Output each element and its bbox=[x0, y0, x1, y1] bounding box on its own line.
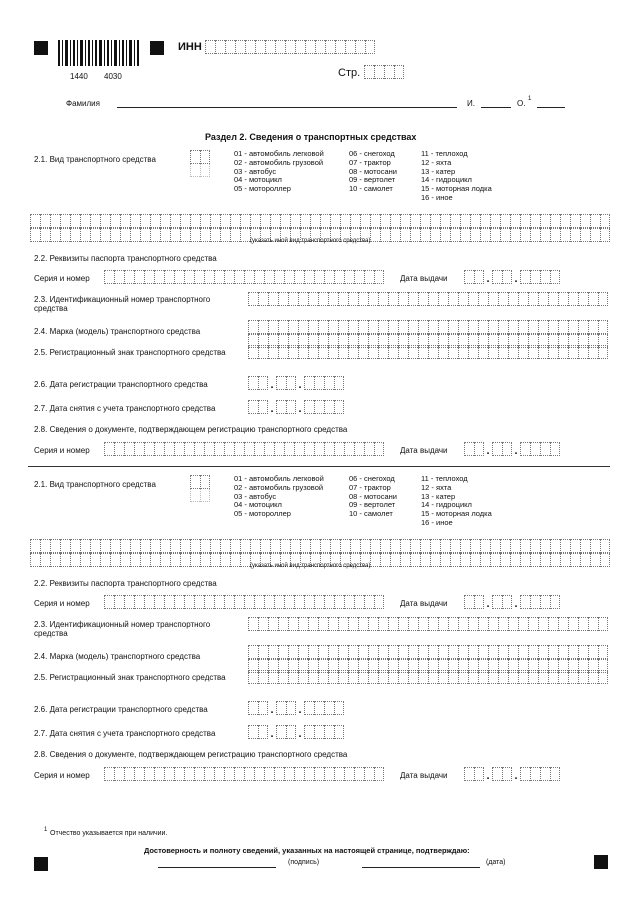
id-number-label: 2.3. Идентификационный номер транспортного средства bbox=[34, 620, 211, 638]
inn-field[interactable] bbox=[205, 40, 375, 54]
reg-sign-label: 2.5. Регистрационный знак транспортного средства bbox=[34, 348, 226, 357]
passport-issue-date-label: Дата выдачи bbox=[400, 599, 448, 608]
vehicle-type-code-field-lower bbox=[190, 163, 210, 177]
vehicle-type-label: 2.1. Вид транспортного средства bbox=[34, 155, 156, 164]
reg-document-series-field[interactable] bbox=[104, 442, 384, 456]
passport-label: 2.2. Реквизиты паспорта транспортного средства bbox=[34, 254, 217, 263]
vehicle-code-item: 11 - теплоход bbox=[421, 474, 468, 483]
brand-label: 2.4. Марка (модель) транспортного средства bbox=[34, 652, 201, 661]
corner-marker-bottom-right bbox=[594, 855, 608, 869]
reg-document-issue-date-label: Дата выдачи bbox=[400, 446, 448, 455]
vehicle-code-item: 04 - мотоцикл bbox=[234, 500, 282, 510]
footnote-mark: 1 bbox=[528, 96, 532, 102]
reg-document-series-label: Серия и номер bbox=[34, 771, 90, 780]
reg-sign-field[interactable] bbox=[248, 670, 608, 684]
vehicle-codes-column bbox=[349, 150, 397, 194]
vehicle-code-item: 05 - мотороллер bbox=[234, 509, 291, 519]
vehicle-code-item: 08 - мотосани bbox=[349, 166, 397, 176]
vehicle-code-item: 11 - теплоход bbox=[421, 149, 468, 158]
block-separator bbox=[28, 466, 610, 467]
vehicle-codes-column bbox=[421, 150, 492, 203]
vehicle-type-code-field[interactable] bbox=[190, 475, 210, 489]
vehicle-type-code-field-lower bbox=[190, 488, 210, 502]
reg-document-series-label: Серия и номер bbox=[34, 446, 90, 455]
vehicle-code-item: 02 - автомобиль грузовой bbox=[234, 482, 324, 492]
vehicle-code-item: 13 - катер bbox=[421, 166, 456, 176]
other-type-note: (указать иной вид транспортного средства) bbox=[250, 563, 371, 569]
dereg-date-field[interactable]: . . bbox=[248, 400, 344, 414]
vehicle-code-item: 05 - мотороллер bbox=[234, 184, 291, 194]
vehicle-code-item: 07 - трактор bbox=[349, 482, 391, 492]
date-label: (дата) bbox=[486, 859, 506, 866]
date-field[interactable] bbox=[362, 867, 480, 868]
vehicle-code-item: 01 - автомобиль легковой bbox=[234, 474, 324, 483]
footnote-text: Отчество указывается при наличии. bbox=[50, 830, 168, 837]
section-title: Раздел 2. Сведения о транспортных средствах bbox=[205, 132, 417, 142]
passport-issue-date-label: Дата выдачи bbox=[400, 274, 448, 283]
reg-sign-label: 2.5. Регистрационный знак транспортного средства bbox=[34, 673, 226, 682]
reg-sign-field[interactable] bbox=[248, 345, 608, 359]
vehicle-code-item: 12 - яхта bbox=[421, 482, 452, 492]
reg-date-field[interactable]: . . bbox=[248, 701, 344, 715]
signature-field[interactable] bbox=[158, 867, 276, 868]
vehicle-code-item: 09 - вертолет bbox=[349, 500, 396, 510]
vehicle-code-item: 04 - мотоцикл bbox=[234, 175, 282, 185]
vehicle-code-item: 15 - моторная лодка bbox=[421, 509, 492, 519]
vehicle-code-item: 15 - моторная лодка bbox=[421, 184, 492, 194]
passport-series-label: Серия и номер bbox=[34, 274, 90, 283]
vehicle-code-item: 09 - вертолет bbox=[349, 175, 396, 185]
barcode-number-1: 1440 bbox=[70, 72, 88, 81]
reg-date-label: 2.6. Дата регистрации транспортного средства bbox=[34, 705, 208, 714]
corner-marker-top-right bbox=[150, 41, 164, 55]
reg-document-issue-date-field[interactable]: . . bbox=[464, 767, 560, 781]
surname-field[interactable] bbox=[117, 107, 457, 108]
vehicle-code-item: 02 - автомобиль грузовой bbox=[234, 157, 324, 167]
footnote-number: 1 bbox=[44, 827, 48, 833]
id-number-field[interactable] bbox=[248, 617, 608, 631]
vehicle-code-item: 03 - автобус bbox=[234, 491, 277, 501]
vehicle-code-item: 08 - мотосани bbox=[349, 491, 397, 501]
dereg-date-field[interactable]: . . bbox=[248, 725, 344, 739]
reg-document-label: 2.8. Сведения о документе, подтверждающем регистрацию транспортного средства bbox=[34, 750, 348, 759]
vehicle-code-item: 03 - автобус bbox=[234, 166, 277, 176]
barcode bbox=[58, 40, 142, 70]
vehicle-code-item: 10 - самолет bbox=[349, 509, 393, 519]
id-number-field[interactable] bbox=[248, 292, 608, 306]
id-number-label: 2.3. Идентификационный номер транспортного средства bbox=[34, 295, 211, 313]
corner-marker-top-left bbox=[34, 41, 48, 55]
barcode-icon bbox=[58, 40, 142, 70]
vehicle-code-item: 10 - самолет bbox=[349, 184, 393, 194]
vehicle-codes-column bbox=[349, 475, 397, 519]
vehicle-code-item: 16 - иное bbox=[421, 517, 453, 527]
vehicle-code-item: 01 - автомобиль легковой bbox=[234, 149, 324, 158]
vehicle-code-item: 06 - снегоход bbox=[349, 474, 395, 483]
inn-label: ИНН bbox=[178, 41, 202, 53]
passport-issue-date-field[interactable]: . . bbox=[464, 595, 560, 609]
vehicle-code-item: 06 - снегоход bbox=[349, 149, 395, 158]
passport-issue-date-field[interactable]: . . bbox=[464, 270, 560, 284]
initial-o-field[interactable] bbox=[537, 107, 565, 108]
reg-document-label: 2.8. Сведения о документе, подтверждающем регистрацию транспортного средства bbox=[34, 425, 348, 434]
signature-label: (подпись) bbox=[288, 859, 320, 866]
reg-document-issue-date-label: Дата выдачи bbox=[400, 771, 448, 780]
other-vehicle-type-field[interactable] bbox=[30, 539, 610, 553]
vehicle-code-item: 14 - гидроцикл bbox=[421, 175, 472, 185]
reg-date-label: 2.6. Дата регистрации транспортного средства bbox=[34, 380, 208, 389]
reg-date-field[interactable]: . . bbox=[248, 376, 344, 390]
other-type-note: (указать иной вид транспортного средства) bbox=[250, 238, 371, 244]
vehicle-code-item: 13 - катер bbox=[421, 491, 456, 501]
brand-field[interactable] bbox=[248, 320, 608, 334]
certify-text: Достоверность и полноту сведений, указанных на настоящей странице, подтверждаю: bbox=[144, 846, 470, 855]
corner-marker-bottom-left bbox=[34, 857, 48, 871]
initial-o-label: О. bbox=[517, 99, 526, 108]
vehicle-code-item: 12 - яхта bbox=[421, 157, 452, 167]
initial-i-label: И. bbox=[467, 99, 475, 108]
passport-label: 2.2. Реквизиты паспорта транспортного средства bbox=[34, 579, 217, 588]
dereg-date-label: 2.7. Дата снятия с учета транспортного средства bbox=[34, 404, 216, 413]
vehicle-code-item: 07 - трактор bbox=[349, 157, 391, 167]
reg-document-issue-date-field[interactable]: . . bbox=[464, 442, 560, 456]
vehicle-codes-column bbox=[234, 150, 324, 194]
reg-document-series-field[interactable] bbox=[104, 767, 384, 781]
vehicle-type-label: 2.1. Вид транспортного средства bbox=[34, 480, 156, 489]
other-vehicle-type-field[interactable] bbox=[30, 214, 610, 228]
passport-series-field[interactable] bbox=[104, 595, 384, 609]
surname-label: Фамилия bbox=[66, 99, 100, 108]
brand-label: 2.4. Марка (модель) транспортного средства bbox=[34, 327, 201, 336]
page-number-field[interactable] bbox=[364, 65, 404, 79]
barcode-number-2: 4030 bbox=[104, 72, 122, 81]
vehicle-codes-column bbox=[234, 475, 324, 519]
initial-i-field[interactable] bbox=[481, 107, 511, 108]
vehicle-code-item: 16 - иное bbox=[421, 192, 453, 202]
vehicle-type-code-field[interactable] bbox=[190, 150, 210, 164]
passport-series-label: Серия и номер bbox=[34, 599, 90, 608]
passport-series-field[interactable] bbox=[104, 270, 384, 284]
vehicle-code-item: 14 - гидроцикл bbox=[421, 500, 472, 510]
brand-field[interactable] bbox=[248, 645, 608, 659]
dereg-date-label: 2.7. Дата снятия с учета транспортного средства bbox=[34, 729, 216, 738]
vehicle-codes-column bbox=[421, 475, 492, 528]
page-label: Стр. bbox=[338, 67, 361, 79]
